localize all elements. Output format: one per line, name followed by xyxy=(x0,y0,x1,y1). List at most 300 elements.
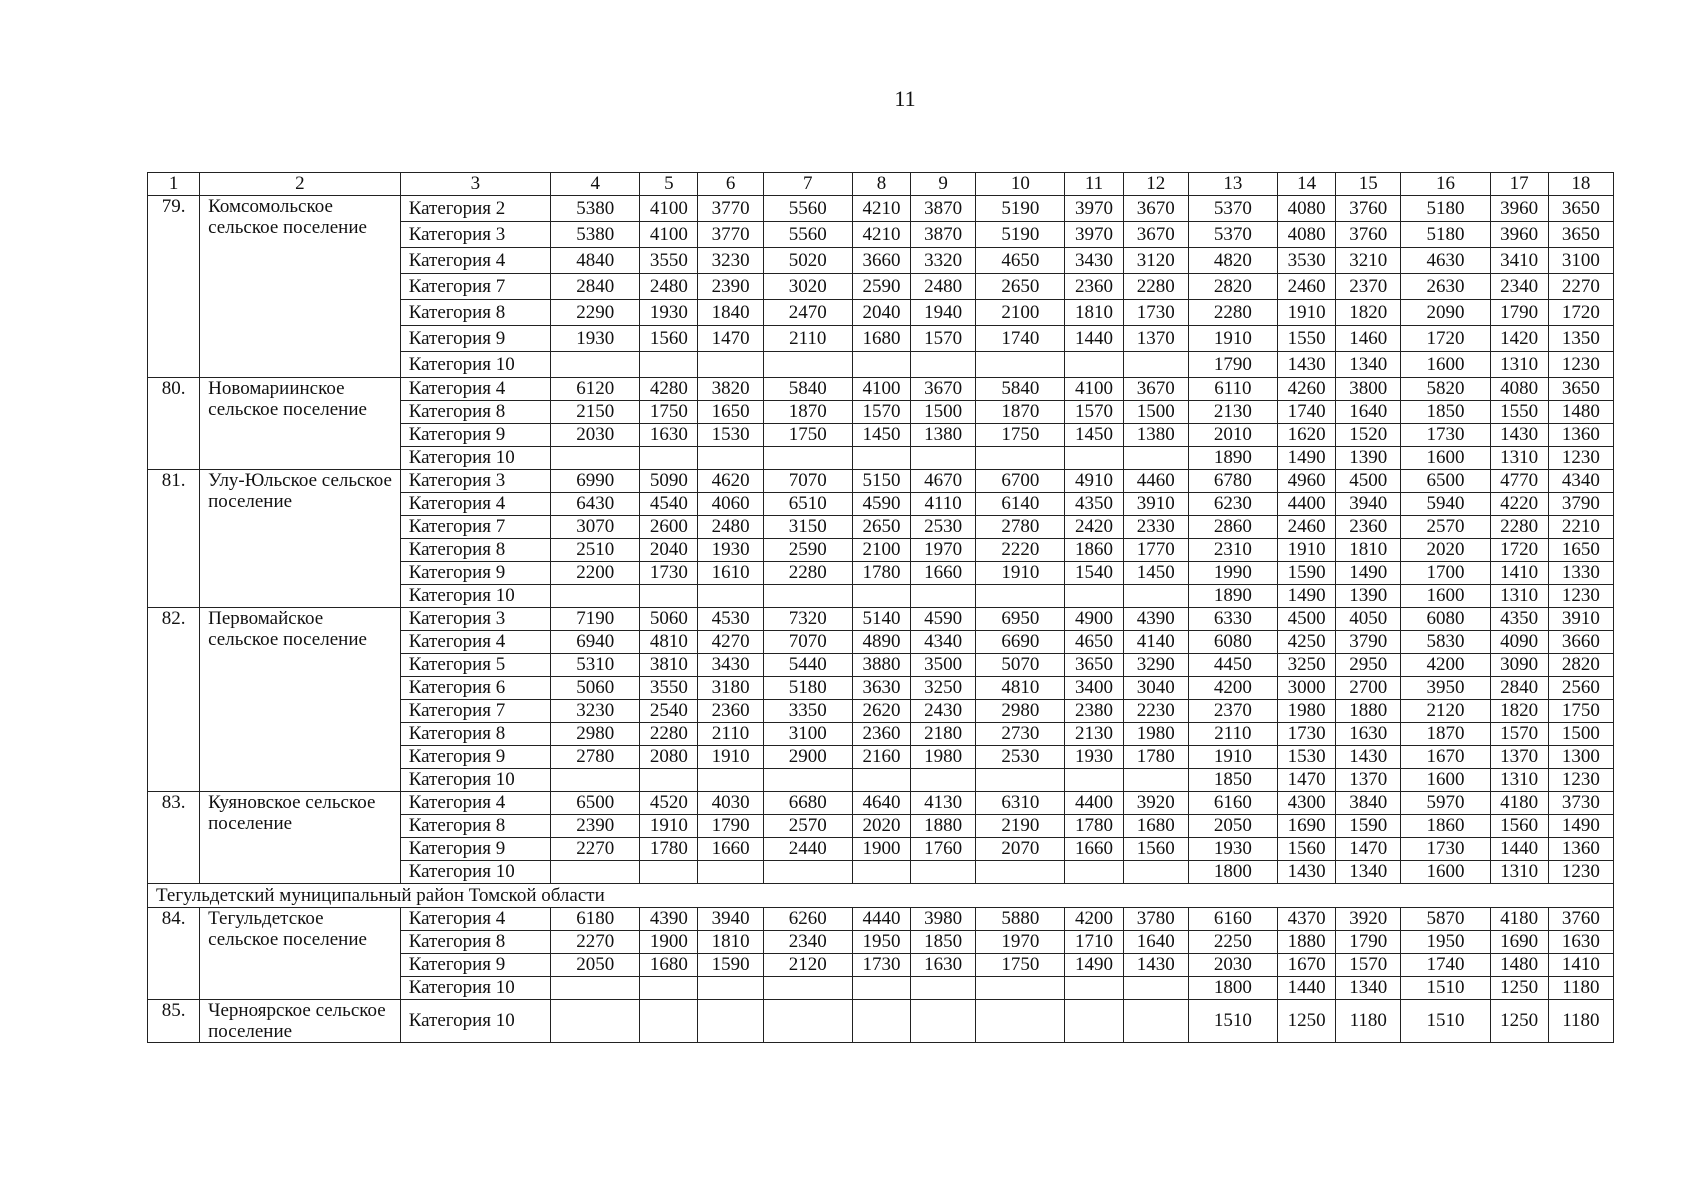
value-cell xyxy=(852,861,910,884)
value-cell: 1530 xyxy=(698,424,763,447)
value-cell: 3230 xyxy=(698,248,763,274)
value-cell: 1230 xyxy=(1548,861,1613,884)
value-cell: 1910 xyxy=(698,746,763,769)
value-cell: 6230 xyxy=(1188,493,1277,516)
value-cell xyxy=(1123,769,1188,792)
value-cell: 1750 xyxy=(640,401,698,424)
value-cell: 1720 xyxy=(1401,326,1490,352)
value-cell: 2030 xyxy=(1188,954,1277,977)
value-cell: 1680 xyxy=(1123,815,1188,838)
value-cell: 1340 xyxy=(1336,861,1401,884)
value-cell: 4370 xyxy=(1278,908,1336,931)
value-cell: 6140 xyxy=(976,493,1065,516)
value-cell: 6990 xyxy=(551,470,640,493)
value-cell: 2280 xyxy=(1490,516,1548,539)
column-number: 12 xyxy=(1123,173,1188,196)
value-cell: 1500 xyxy=(911,401,976,424)
value-cell: 1910 xyxy=(1278,539,1336,562)
value-cell: 3950 xyxy=(1401,677,1490,700)
value-cell: 7190 xyxy=(551,608,640,631)
value-cell: 2180 xyxy=(911,723,976,746)
value-cell: 2430 xyxy=(911,700,976,723)
value-cell: 4110 xyxy=(911,493,976,516)
value-cell xyxy=(763,1000,852,1043)
settlement-name: Куяновское сельское поселение xyxy=(200,792,401,884)
value-cell xyxy=(763,352,852,378)
value-cell: 1880 xyxy=(1278,931,1336,954)
value-cell: 2110 xyxy=(698,723,763,746)
value-cell: 2730 xyxy=(976,723,1065,746)
value-cell: 3870 xyxy=(911,222,976,248)
value-cell: 3760 xyxy=(1336,196,1401,222)
value-cell xyxy=(976,769,1065,792)
value-cell xyxy=(1065,585,1123,608)
value-cell: 6430 xyxy=(551,493,640,516)
value-cell: 2530 xyxy=(911,516,976,539)
value-cell: 6080 xyxy=(1188,631,1277,654)
value-cell: 1780 xyxy=(1065,815,1123,838)
column-number: 10 xyxy=(976,173,1065,196)
value-cell: 1750 xyxy=(976,424,1065,447)
value-cell xyxy=(976,861,1065,884)
value-cell: 1430 xyxy=(1490,424,1548,447)
tariff-table xyxy=(147,172,1614,1043)
value-cell: 1630 xyxy=(911,954,976,977)
value-cell: 1980 xyxy=(911,746,976,769)
value-cell: 2110 xyxy=(763,326,852,352)
value-cell: 3770 xyxy=(698,196,763,222)
category-label: Категория 6 xyxy=(400,677,550,700)
value-cell: 4650 xyxy=(976,248,1065,274)
column-number-row xyxy=(148,173,1614,196)
value-cell: 1690 xyxy=(1278,815,1336,838)
value-cell: 3760 xyxy=(1548,908,1613,931)
value-cell: 1850 xyxy=(1401,401,1490,424)
value-cell: 7070 xyxy=(763,631,852,654)
value-cell xyxy=(911,585,976,608)
value-cell: 1900 xyxy=(852,838,910,861)
value-cell: 4210 xyxy=(852,222,910,248)
value-cell: 1630 xyxy=(1336,723,1401,746)
category-label: Категория 4 xyxy=(400,908,550,931)
column-number: 1 xyxy=(148,173,200,196)
value-cell: 2100 xyxy=(976,300,1065,326)
value-cell: 1880 xyxy=(1336,700,1401,723)
value-cell: 3940 xyxy=(1336,493,1401,516)
value-cell xyxy=(1123,585,1188,608)
value-cell: 1490 xyxy=(1336,562,1401,585)
value-cell: 1890 xyxy=(1188,585,1277,608)
value-cell: 1450 xyxy=(852,424,910,447)
value-cell: 1600 xyxy=(1401,585,1490,608)
value-cell: 6260 xyxy=(763,908,852,931)
column-number: 6 xyxy=(698,173,763,196)
value-cell: 5880 xyxy=(976,908,1065,931)
value-cell xyxy=(976,1000,1065,1043)
value-cell: 1660 xyxy=(1065,838,1123,861)
value-cell xyxy=(1065,352,1123,378)
value-cell: 2380 xyxy=(1065,700,1123,723)
value-cell: 1970 xyxy=(976,931,1065,954)
value-cell: 2290 xyxy=(551,300,640,326)
value-cell: 2540 xyxy=(640,700,698,723)
column-number: 8 xyxy=(852,173,910,196)
value-cell xyxy=(698,1000,763,1043)
value-cell xyxy=(698,861,763,884)
table-row xyxy=(148,792,1614,815)
value-cell: 1930 xyxy=(551,326,640,352)
value-cell: 2280 xyxy=(1123,274,1188,300)
value-cell: 1730 xyxy=(852,954,910,977)
value-cell: 2650 xyxy=(976,274,1065,300)
value-cell: 1440 xyxy=(1278,977,1336,1000)
value-cell: 4080 xyxy=(1278,222,1336,248)
settlement-name: Первомайское сельское поселение xyxy=(200,608,401,792)
value-cell: 5370 xyxy=(1188,196,1277,222)
value-cell: 2480 xyxy=(911,274,976,300)
value-cell xyxy=(852,977,910,1000)
value-cell xyxy=(551,769,640,792)
value-cell: 2630 xyxy=(1401,274,1490,300)
value-cell: 3970 xyxy=(1065,196,1123,222)
value-cell: 4250 xyxy=(1278,631,1336,654)
value-cell: 5870 xyxy=(1401,908,1490,931)
value-cell: 1390 xyxy=(1336,585,1401,608)
category-label: Категория 3 xyxy=(400,608,550,631)
category-label: Категория 10 xyxy=(400,352,550,378)
value-cell: 1450 xyxy=(1123,562,1188,585)
value-cell: 3430 xyxy=(1065,248,1123,274)
value-cell: 2570 xyxy=(1401,516,1490,539)
value-cell: 5310 xyxy=(551,654,640,677)
value-cell: 1510 xyxy=(1188,1000,1277,1043)
value-cell: 1560 xyxy=(1490,815,1548,838)
value-cell: 3960 xyxy=(1490,222,1548,248)
category-label: Категория 5 xyxy=(400,654,550,677)
value-cell: 6690 xyxy=(976,631,1065,654)
value-cell: 1410 xyxy=(1548,954,1613,977)
value-cell xyxy=(1123,352,1188,378)
value-cell: 5190 xyxy=(976,196,1065,222)
value-cell: 2370 xyxy=(1336,274,1401,300)
value-cell: 2040 xyxy=(852,300,910,326)
value-cell: 1370 xyxy=(1490,746,1548,769)
value-cell: 2860 xyxy=(1188,516,1277,539)
value-cell xyxy=(1065,447,1123,470)
value-cell: 1310 xyxy=(1490,585,1548,608)
category-label: Категория 8 xyxy=(400,300,550,326)
category-label: Категория 8 xyxy=(400,723,550,746)
value-cell: 1660 xyxy=(698,838,763,861)
value-cell: 5070 xyxy=(976,654,1065,677)
value-cell xyxy=(551,447,640,470)
value-cell: 2700 xyxy=(1336,677,1401,700)
value-cell: 1800 xyxy=(1188,977,1277,1000)
value-cell: 1910 xyxy=(1188,746,1277,769)
value-cell: 2030 xyxy=(551,424,640,447)
value-cell: 3650 xyxy=(1548,222,1613,248)
value-cell: 2840 xyxy=(1490,677,1548,700)
value-cell: 3960 xyxy=(1490,196,1548,222)
value-cell: 3320 xyxy=(911,248,976,274)
value-cell: 1360 xyxy=(1548,424,1613,447)
value-cell: 4080 xyxy=(1278,196,1336,222)
value-cell: 1730 xyxy=(1401,838,1490,861)
value-cell: 1600 xyxy=(1401,447,1490,470)
value-cell: 1570 xyxy=(852,401,910,424)
value-cell: 4890 xyxy=(852,631,910,654)
value-cell: 1700 xyxy=(1401,562,1490,585)
value-cell: 1790 xyxy=(1490,300,1548,326)
value-cell: 5840 xyxy=(763,378,852,401)
value-cell: 1250 xyxy=(1490,977,1548,1000)
value-cell: 4340 xyxy=(911,631,976,654)
value-cell: 1340 xyxy=(1336,977,1401,1000)
value-cell: 4960 xyxy=(1278,470,1336,493)
value-cell: 4400 xyxy=(1065,792,1123,815)
column-number: 18 xyxy=(1548,173,1613,196)
value-cell: 2160 xyxy=(852,746,910,769)
value-cell: 1560 xyxy=(1278,838,1336,861)
value-cell: 3970 xyxy=(1065,222,1123,248)
value-cell: 3980 xyxy=(911,908,976,931)
value-cell: 1750 xyxy=(1548,700,1613,723)
value-cell: 2590 xyxy=(763,539,852,562)
value-cell: 4630 xyxy=(1401,248,1490,274)
value-cell: 1230 xyxy=(1548,352,1613,378)
value-cell: 3040 xyxy=(1123,677,1188,700)
value-cell xyxy=(852,769,910,792)
value-cell: 2250 xyxy=(1188,931,1277,954)
value-cell: 5020 xyxy=(763,248,852,274)
value-cell: 1250 xyxy=(1490,1000,1548,1043)
value-cell: 3100 xyxy=(1548,248,1613,274)
value-cell: 1490 xyxy=(1278,447,1336,470)
value-cell: 1660 xyxy=(911,562,976,585)
value-cell: 2040 xyxy=(640,539,698,562)
value-cell: 1420 xyxy=(1490,326,1548,352)
value-cell: 1510 xyxy=(1401,1000,1490,1043)
category-label: Категория 7 xyxy=(400,274,550,300)
category-label: Категория 4 xyxy=(400,493,550,516)
value-cell: 4210 xyxy=(852,196,910,222)
category-label: Категория 2 xyxy=(400,196,550,222)
row-number: 81. xyxy=(148,470,200,608)
value-cell: 7320 xyxy=(763,608,852,631)
value-cell: 1750 xyxy=(763,424,852,447)
value-cell: 3730 xyxy=(1548,792,1613,815)
value-cell: 1850 xyxy=(1188,769,1277,792)
value-cell xyxy=(1065,861,1123,884)
value-cell: 4300 xyxy=(1278,792,1336,815)
value-cell: 1940 xyxy=(911,300,976,326)
column-number: 5 xyxy=(640,173,698,196)
value-cell: 1870 xyxy=(763,401,852,424)
value-cell xyxy=(852,447,910,470)
settlement-name: Комсомольское сельское поселение xyxy=(200,196,401,378)
value-cell: 3790 xyxy=(1548,493,1613,516)
value-cell: 4180 xyxy=(1490,792,1548,815)
value-cell: 6180 xyxy=(551,908,640,931)
value-cell: 3230 xyxy=(551,700,640,723)
value-cell: 5370 xyxy=(1188,222,1277,248)
value-cell: 4270 xyxy=(698,631,763,654)
value-cell: 2190 xyxy=(976,815,1065,838)
value-cell xyxy=(763,769,852,792)
value-cell: 4390 xyxy=(640,908,698,931)
value-cell: 1390 xyxy=(1336,447,1401,470)
value-cell: 7070 xyxy=(763,470,852,493)
value-cell: 1560 xyxy=(640,326,698,352)
category-label: Категория 9 xyxy=(400,746,550,769)
category-label: Категория 9 xyxy=(400,838,550,861)
table-row xyxy=(148,908,1614,931)
value-cell: 1310 xyxy=(1490,861,1548,884)
value-cell xyxy=(1123,1000,1188,1043)
value-cell: 1860 xyxy=(1401,815,1490,838)
value-cell: 1570 xyxy=(1065,401,1123,424)
value-cell: 6160 xyxy=(1188,792,1277,815)
value-cell: 4810 xyxy=(640,631,698,654)
value-cell: 6120 xyxy=(551,378,640,401)
value-cell: 4670 xyxy=(911,470,976,493)
value-cell: 1530 xyxy=(1278,746,1336,769)
value-cell: 1740 xyxy=(1278,401,1336,424)
value-cell: 1440 xyxy=(1490,838,1548,861)
value-cell: 3250 xyxy=(1278,654,1336,677)
value-cell: 1640 xyxy=(1123,931,1188,954)
value-cell xyxy=(640,1000,698,1043)
value-cell: 1460 xyxy=(1336,326,1401,352)
value-cell: 2780 xyxy=(551,746,640,769)
value-cell xyxy=(976,447,1065,470)
value-cell: 1380 xyxy=(1123,424,1188,447)
value-cell: 6780 xyxy=(1188,470,1277,493)
value-cell: 1550 xyxy=(1490,401,1548,424)
value-cell: 1800 xyxy=(1188,861,1277,884)
value-cell: 3800 xyxy=(1336,378,1401,401)
value-cell: 2390 xyxy=(551,815,640,838)
value-cell: 1470 xyxy=(1336,838,1401,861)
value-cell: 1760 xyxy=(911,838,976,861)
value-cell: 2650 xyxy=(852,516,910,539)
value-cell: 1300 xyxy=(1548,746,1613,769)
value-cell: 2560 xyxy=(1548,677,1613,700)
category-label: Категория 4 xyxy=(400,631,550,654)
value-cell: 1560 xyxy=(1123,838,1188,861)
value-cell xyxy=(976,352,1065,378)
value-cell: 1510 xyxy=(1401,977,1490,1000)
value-cell: 1310 xyxy=(1490,769,1548,792)
value-cell: 4390 xyxy=(1123,608,1188,631)
value-cell: 1930 xyxy=(640,300,698,326)
value-cell xyxy=(640,861,698,884)
row-number: 82. xyxy=(148,608,200,792)
value-cell: 1880 xyxy=(911,815,976,838)
value-cell: 3670 xyxy=(1123,196,1188,222)
column-number: 3 xyxy=(400,173,550,196)
category-label: Категория 10 xyxy=(400,447,550,470)
value-cell: 1430 xyxy=(1123,954,1188,977)
value-cell: 3180 xyxy=(698,677,763,700)
value-cell: 1590 xyxy=(698,954,763,977)
value-cell xyxy=(551,352,640,378)
value-cell xyxy=(551,861,640,884)
value-cell: 3870 xyxy=(911,196,976,222)
category-label: Категория 9 xyxy=(400,562,550,585)
value-cell: 2210 xyxy=(1548,516,1613,539)
value-cell: 4590 xyxy=(911,608,976,631)
value-cell: 5560 xyxy=(763,196,852,222)
value-cell: 2620 xyxy=(852,700,910,723)
value-cell: 2590 xyxy=(852,274,910,300)
value-cell xyxy=(763,861,852,884)
value-cell: 4450 xyxy=(1188,654,1277,677)
value-cell: 4280 xyxy=(640,378,698,401)
region-row xyxy=(148,884,1614,908)
value-cell xyxy=(551,585,640,608)
category-label: Категория 10 xyxy=(400,977,550,1000)
value-cell: 1740 xyxy=(976,326,1065,352)
value-cell: 1680 xyxy=(640,954,698,977)
value-cell: 3020 xyxy=(763,274,852,300)
value-cell: 1520 xyxy=(1336,424,1401,447)
value-cell: 1930 xyxy=(1188,838,1277,861)
column-number: 17 xyxy=(1490,173,1548,196)
category-label: Категория 8 xyxy=(400,815,550,838)
value-cell xyxy=(640,585,698,608)
value-cell: 3910 xyxy=(1123,493,1188,516)
category-label: Категория 8 xyxy=(400,931,550,954)
value-cell: 1930 xyxy=(698,539,763,562)
value-cell: 3880 xyxy=(852,654,910,677)
value-cell: 1740 xyxy=(1401,954,1490,977)
value-cell: 3920 xyxy=(1336,908,1401,931)
value-cell: 1480 xyxy=(1548,401,1613,424)
category-label: Категория 8 xyxy=(400,539,550,562)
value-cell: 1620 xyxy=(1278,424,1336,447)
value-cell: 2340 xyxy=(763,931,852,954)
value-cell xyxy=(551,977,640,1000)
value-cell: 4100 xyxy=(640,222,698,248)
settlement-name: Новомариинское сельское поселение xyxy=(200,378,401,470)
value-cell: 1180 xyxy=(1336,1000,1401,1043)
value-cell: 1360 xyxy=(1548,838,1613,861)
value-cell: 2230 xyxy=(1123,700,1188,723)
table-row xyxy=(148,196,1614,222)
value-cell: 4350 xyxy=(1065,493,1123,516)
value-cell: 1490 xyxy=(1278,585,1336,608)
value-cell xyxy=(1065,977,1123,1000)
value-cell: 4500 xyxy=(1336,470,1401,493)
value-cell: 2370 xyxy=(1188,700,1277,723)
value-cell: 4590 xyxy=(852,493,910,516)
value-cell: 6500 xyxy=(551,792,640,815)
value-cell: 6950 xyxy=(976,608,1065,631)
category-label: Категория 4 xyxy=(400,378,550,401)
value-cell: 5190 xyxy=(976,222,1065,248)
category-label: Категория 4 xyxy=(400,248,550,274)
value-cell: 6940 xyxy=(551,631,640,654)
value-cell: 1720 xyxy=(1548,300,1613,326)
value-cell: 2980 xyxy=(551,723,640,746)
value-cell: 2480 xyxy=(698,516,763,539)
value-cell: 6310 xyxy=(976,792,1065,815)
value-cell: 4440 xyxy=(852,908,910,931)
value-cell: 5840 xyxy=(976,378,1065,401)
value-cell: 4090 xyxy=(1490,631,1548,654)
column-number: 15 xyxy=(1336,173,1401,196)
